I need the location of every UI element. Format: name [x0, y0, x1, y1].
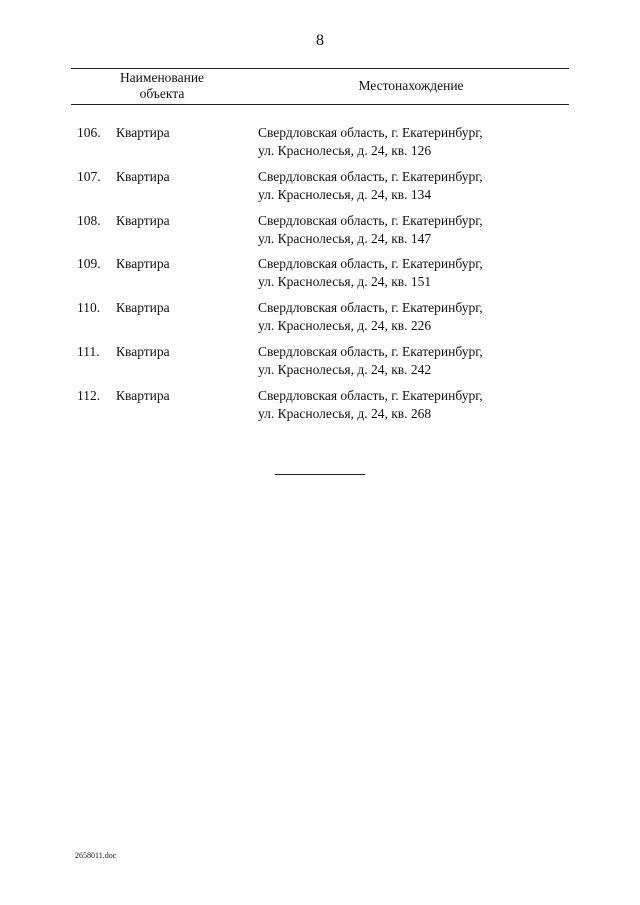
row-location-line1: Свердловская область, г. Екатеринбург, — [258, 300, 483, 316]
row-object-name: Квартира — [116, 387, 170, 403]
row-location-line2: ул. Краснолесья, д. 24, кв. 151 — [258, 274, 432, 290]
row-location-line1: Свердловская область, г. Екатеринбург, — [258, 256, 483, 272]
row-location-line2: ул. Краснолесья, д. 24, кв. 242 — [258, 361, 432, 377]
table-row — [0, 212, 640, 256]
row-location-line2: ул. Краснолесья, д. 24, кв. 268 — [258, 405, 432, 421]
row-location-line1: Свердловская область, г. Екатеринбург, — [258, 125, 483, 140]
row-location — [258, 168, 558, 204]
row-object-name: Квартира — [116, 125, 170, 140]
table-row — [0, 255, 640, 299]
row-number: 108. — [77, 212, 101, 228]
row-object-name: Квартира — [116, 168, 170, 184]
row-location-line1: Свердловская область, г. Екатеринбург, — [258, 343, 483, 359]
table-row — [0, 168, 640, 212]
header-object-name — [71, 70, 253, 102]
row-location — [258, 343, 558, 379]
row-number: 110. — [77, 300, 101, 316]
row-location-line2: ул. Краснолесья, д. 24, кв. 134 — [258, 186, 432, 202]
row-location — [258, 124, 558, 160]
header-location: Местонахождение — [358, 78, 464, 93]
row-number: 106. — [77, 125, 101, 140]
row-object-name: Квартира — [116, 343, 170, 359]
table-row — [0, 343, 640, 387]
row-location-line2: ул. Краснолесья, д. 24, кв. 147 — [258, 230, 432, 246]
row-location — [258, 212, 558, 248]
row-object-name: Квартира — [116, 212, 170, 228]
header-object-name-line1: Наименование — [119, 70, 205, 85]
row-number: 107. — [77, 168, 101, 184]
table-body — [0, 124, 640, 431]
row-object-name: Квартира — [116, 256, 170, 272]
page-number: 8 — [316, 32, 324, 49]
footer-filename: 2658011.doc — [75, 851, 117, 860]
table-row — [0, 299, 640, 343]
row-location — [258, 299, 558, 335]
table-row — [0, 124, 640, 168]
row-location-line2: ул. Краснолесья, д. 24, кв. 226 — [258, 318, 432, 334]
row-location — [258, 255, 558, 291]
header-object-name-line2: объекта — [139, 86, 185, 101]
table-header — [71, 68, 569, 105]
table-row — [0, 387, 640, 431]
end-of-list-rule — [275, 474, 365, 475]
row-location — [258, 387, 558, 423]
row-number: 109. — [77, 256, 101, 272]
row-location-line1: Свердловская область, г. Екатеринбург, — [258, 168, 483, 184]
row-location-line1: Свердловская область, г. Екатеринбург, — [258, 212, 483, 228]
row-object-name: Квартира — [116, 300, 170, 316]
row-number: 111. — [77, 343, 100, 359]
row-location-line1: Свердловская область, г. Екатеринбург, — [258, 387, 483, 403]
row-number: 112. — [77, 387, 101, 403]
row-location-line2: ул. Краснолесья, д. 24, кв. 126 — [258, 143, 432, 158]
